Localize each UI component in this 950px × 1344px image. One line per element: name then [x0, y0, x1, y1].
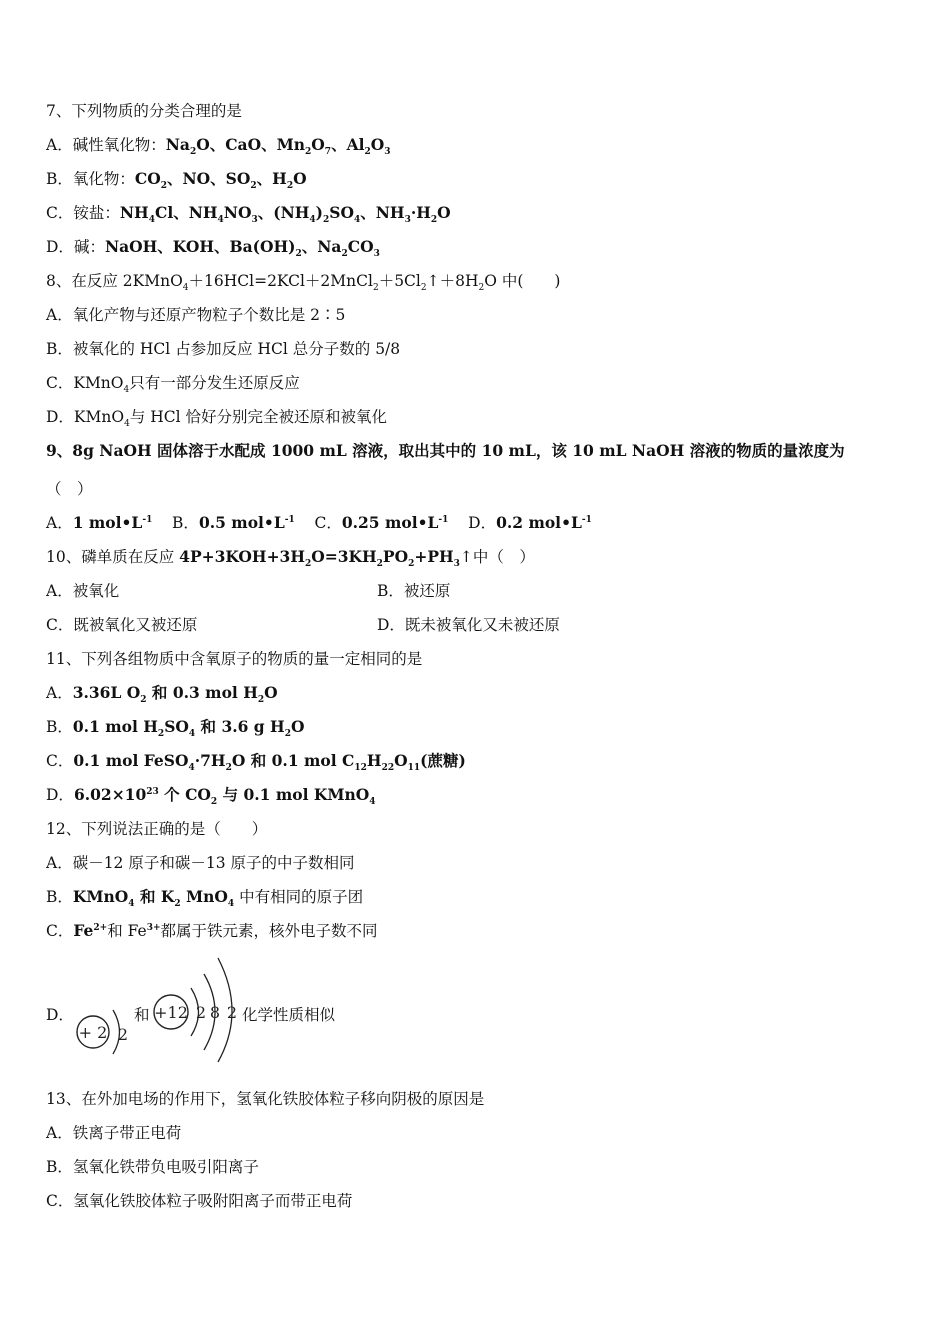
q12-option-d-tail: 化学性质相似: [242, 1006, 336, 1024]
q7-option-d: D．碱：NaOH、KOH、$Ba(OH)_2$、$Na_2CO_3$: [46, 237, 380, 260]
q9-stem: 9、8g NaOH 固体溶于水配成 1000 mL 溶液，取出其中的 10 mL，该 10 mL NaOH 溶液的物质的量浓度为: [46, 441, 845, 460]
q13-option-a: A．铁离子带正电荷: [46, 1124, 182, 1142]
q8-option-a: A．氧化产物与还原产物粒子个数比是 2∶5: [46, 306, 346, 324]
q9-option-a: A．1 $mol•L^{-1}$: [46, 513, 153, 532]
magnesium-atom-diagram: [154, 958, 237, 1062]
q10-stem: 10、磷单质在反应 $4P+3KOH+3H_2O=3KH_2PO_2+PH_3↑$中（ ）: [46, 547, 535, 570]
q11-option-b: B．0.1 mol $H_2SO_4$ 和 3.6 g $H_2O$: [46, 717, 305, 740]
q11-option-d: D．$6.02\times 10^{23}$ 个 $CO_2$ 与 0.1 mol KMnO$_4$: [46, 785, 376, 808]
q8-option-d: D．KMnO$_4$与 HCl 恰好分别完全被还原和被氧化: [46, 408, 388, 430]
helium-atom-diagram: [77, 1010, 128, 1054]
q9-options: [46, 513, 592, 533]
q11-option-a: A．3.36L $O_2$ 和 0.3 mol $H_2O$: [46, 683, 278, 706]
q12-option-b: B．KMnO$_4$ 和 $K_2$ MnO$_4$ 中有相同的原子团: [46, 887, 364, 910]
atom-structure-diagrams: [70, 952, 350, 1064]
q10-option-a: A．被氧化: [46, 582, 120, 600]
q9-paren: （ ）: [46, 480, 93, 498]
q10-option-d: D．既未被氧化又未被还原: [377, 616, 560, 634]
q9-option-c: C．0.25 $mol•L^{-1}$: [314, 513, 449, 532]
q12-option-c: C．$Fe^{2+}$和 $Fe^{3+}$都属于铁元素，核外电子数不同: [46, 921, 378, 940]
magnesium-nucleus-charge: +12: [154, 1003, 188, 1022]
magnesium-shell-3-count: 2: [226, 1003, 238, 1022]
q7-option-c: C．铵盐：$NH_4Cl$、$NH_4NO_3$、$(NH_4)_2SO_4$、$NH_3\cdot H_2O$: [46, 203, 451, 226]
q8-option-b: B．被氧化的 HCl 占参加反应 HCl 总分子数的 5/8: [46, 340, 401, 358]
helium-shell-1-count: 2: [117, 1025, 129, 1044]
q9-option-d: D．0.2 $mol•L^{-1}$: [468, 513, 592, 532]
q9-option-b: B．0.5 $mol•L^{-1}$: [172, 513, 295, 532]
q10-option-b: B．被还原: [377, 582, 451, 600]
q10-option-c: C．既被氧化又被还原: [46, 616, 198, 634]
magnesium-shell-1-count: 2: [195, 1003, 207, 1022]
q8-option-c: C．KMnO$_4$只有一部分发生还原反应: [46, 374, 300, 396]
q12-option-a: A．碳－12 原子和碳－13 原子的中子数相同: [46, 854, 355, 872]
q8-stem: 8、在反应 $2KMnO_4+16HCl=2KCl+2MnCl_2+5Cl_2↑+8H_2O$ 中( ): [46, 272, 561, 294]
q7-stem: 7、下列物质的分类合理的是: [46, 102, 242, 120]
magnesium-shell-2-count: 8: [209, 1003, 221, 1022]
q7-option-a: A．碱性氧化物：$Na_2O$、CaO、$Mn_2O_7$、$Al_2O_3$: [46, 135, 391, 158]
q11-option-c: C．0.1 mol $FeSO_4\cdot 7H_2O$ 和 0.1 mol $C_{12}H_{22}O_{11}$(蔗糖): [46, 751, 466, 774]
q11-stem: 11、下列各组物质中含氧原子的物质的量一定相同的是: [46, 650, 423, 668]
q13-option-b: B．氢氧化铁带负电吸引阳离子: [46, 1158, 259, 1176]
q13-option-c: C．氢氧化铁胶体粒子吸附阳离子而带正电荷: [46, 1192, 353, 1210]
q7-option-b: B．氧化物：$CO_2$、NO、$SO_2$、$H_2O$: [46, 169, 307, 192]
q12-stem: 12、下列说法正确的是（ ）: [46, 820, 268, 838]
helium-nucleus-charge: + 2: [78, 1023, 108, 1042]
and-word: 和: [134, 1006, 150, 1024]
q13-stem: 13、在外加电场的作用下，氢氧化铁胶体粒子移向阴极的原因是: [46, 1090, 485, 1108]
q12-option-d-label: D．: [46, 1006, 74, 1024]
